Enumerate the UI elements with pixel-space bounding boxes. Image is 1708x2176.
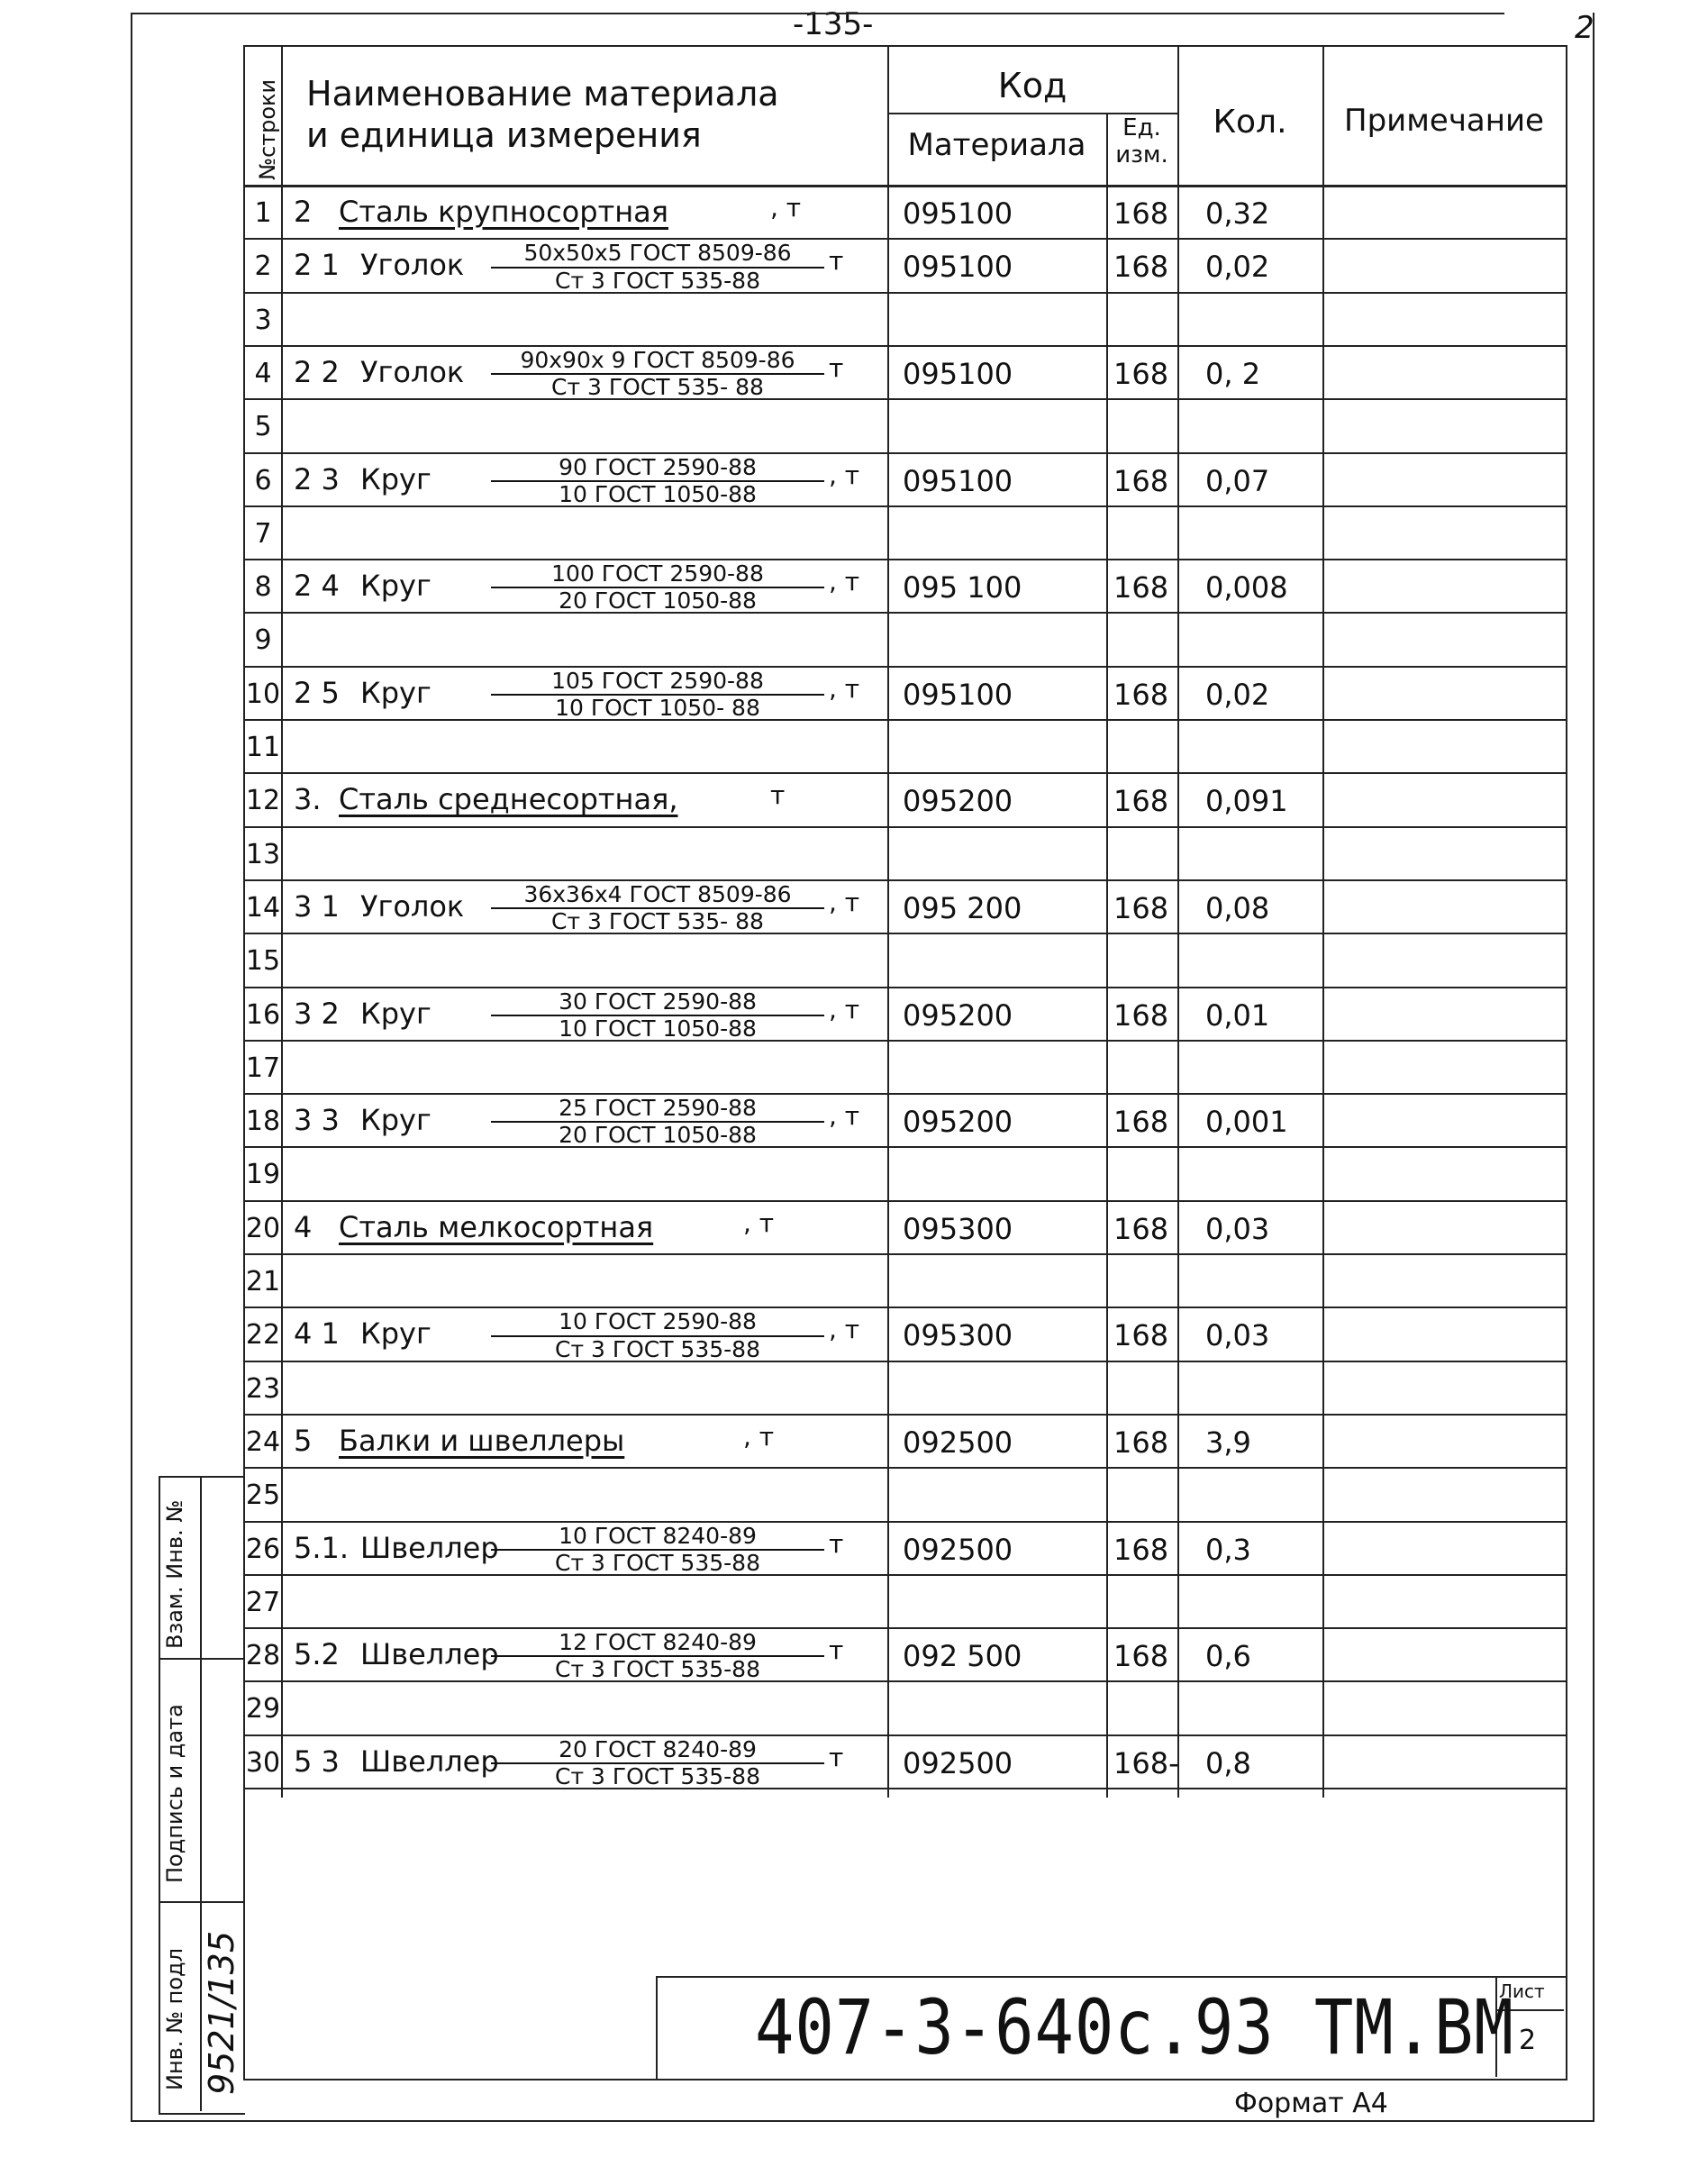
row-unit-code: 168 (1113, 356, 1169, 391)
sheet-label: Лист (1499, 1980, 1545, 2002)
row-number: 16 (245, 998, 281, 1031)
header-qty: Кол. (1213, 104, 1287, 141)
row-divider (243, 1200, 1566, 1202)
row-spec-numerator: 90х90х 9 ГОСТ 8509-86 (491, 349, 824, 375)
row-number: 27 (245, 1586, 281, 1618)
row-divider (243, 666, 1566, 668)
row-material-code: 095200 (903, 1105, 1013, 1140)
row-quantity: 0,07 (1205, 463, 1270, 498)
row-divider (243, 719, 1566, 721)
side-block-line-2 (159, 1901, 243, 1903)
row-unit-suffix: т (829, 1528, 844, 1559)
row-number: 26 (245, 1533, 281, 1565)
col-line-code (1106, 113, 1108, 1798)
row-quantity: 0,6 (1205, 1639, 1251, 1674)
row-quantity: 0,02 (1205, 677, 1270, 712)
row-spec-numerator: 36х36х4 ГОСТ 8509-86 (491, 883, 824, 909)
row-divider (243, 1627, 1566, 1629)
row-spec-fraction (491, 1522, 824, 1576)
row-quantity: 0,08 (1205, 890, 1270, 925)
row-divider (243, 1414, 1566, 1416)
row-spec-fraction (491, 1310, 824, 1361)
row-material-code: 095100 (903, 677, 1013, 712)
row-material-name: Швеллер (360, 1530, 499, 1565)
row-spec-fraction (491, 241, 824, 293)
row-spec-fraction (491, 346, 824, 401)
row-material-code: 095100 (903, 250, 1013, 285)
row-number: 24 (245, 1425, 281, 1458)
row-number: 1 (254, 197, 272, 229)
row-quantity: 0,001 (1205, 1105, 1288, 1140)
col-line-name (887, 45, 889, 1798)
side-block-line-1 (159, 1658, 243, 1660)
row-number: 11 (245, 732, 281, 763)
row-material-name: Сталь среднесортная, (339, 782, 678, 817)
row-material-code: 095200 (903, 784, 1013, 819)
row-number: 2 (254, 250, 272, 283)
row-divider (243, 933, 1566, 934)
row-material-name: Швеллер (360, 1744, 499, 1779)
row-label: 2 (294, 195, 313, 229)
row-spec-denominator: Ст 3 ГОСТ 535-88 (555, 1335, 760, 1362)
row-number: 28 (245, 1640, 281, 1672)
row-unit-suffix: , т (829, 1101, 860, 1132)
row-label: 3. (294, 782, 322, 817)
row-number: 13 (245, 838, 281, 870)
row-spec-fraction (491, 1097, 824, 1148)
header-material: Материала (907, 127, 1086, 163)
row-label: 5 (294, 1423, 313, 1458)
row-unit-code: 168 (1113, 784, 1169, 819)
row-label: 2 4 (294, 569, 340, 604)
row-number: 3 (254, 304, 272, 336)
row-number: 23 (245, 1372, 281, 1405)
row-material-name: Круг (360, 675, 432, 710)
row-spec-numerator: 10 ГОСТ 2590-88 (491, 1310, 824, 1336)
row-unit-suffix: , т (829, 567, 860, 597)
side-inv-value: 9521/135 (202, 1930, 241, 2095)
row-spec-denominator: 10 ГОСТ 1050-88 (559, 1015, 757, 1042)
row-number: 21 (245, 1266, 281, 1297)
document-designation: 407-3-640с.93 ТМ.ВМ (755, 1983, 1514, 2071)
row-spec-denominator: Ст 3 ГОСТ 535-88 (555, 267, 760, 294)
row-quantity: 0,32 (1205, 196, 1270, 231)
row-material-code: 095100 (903, 463, 1013, 498)
row-spec-fraction (491, 990, 824, 1042)
row-divider (243, 1093, 1566, 1095)
row-unit-code: 168 (1113, 1105, 1169, 1140)
sheet-number: 2 (1519, 2025, 1537, 2056)
row-divider (243, 1361, 1566, 1362)
row-quantity: 0, 2 (1205, 356, 1261, 391)
row-quantity: 0,03 (1205, 1318, 1270, 1353)
row-label: 2 1 (294, 248, 340, 283)
row-label: 2 2 (294, 354, 340, 389)
row-unit-code: 168 (1113, 196, 1169, 231)
col-line-qty (1322, 45, 1324, 1798)
row-spec-fraction (491, 562, 824, 614)
row-material-name: Круг (360, 569, 432, 604)
row-spec-numerator: 20 ГОСТ 8240-89 (491, 1738, 824, 1764)
row-spec-denominator: Ст 3 ГОСТ 535-88 (555, 1549, 760, 1576)
row-unit-suffix: , т (770, 193, 802, 223)
row-spec-fraction (491, 1735, 824, 1789)
row-unit-code: 168- (1113, 1745, 1179, 1780)
row-number: 10 (245, 678, 281, 710)
row-material-name: Уголок (360, 354, 465, 389)
row-divider (243, 238, 1566, 240)
row-unit-code: 168 (1113, 570, 1169, 605)
row-divider (243, 1467, 1566, 1469)
row-divider (243, 1788, 1566, 1789)
row-unit-suffix: , т (829, 673, 860, 704)
row-divider (243, 1521, 1566, 1523)
row-number: 6 (254, 464, 272, 496)
row-material-code: 095100 (903, 196, 1013, 231)
outer-frame-bottom (131, 2120, 1594, 2122)
page-number: -135- (793, 6, 874, 42)
sheet-corner-number: 2 (1575, 10, 1594, 46)
row-label: 3 1 (294, 888, 340, 924)
row-unit-suffix: , т (829, 994, 860, 1024)
row-divider (243, 452, 1566, 454)
row-label: 5.2 (294, 1637, 340, 1672)
outer-frame-left (131, 13, 132, 2121)
row-number: 7 (254, 517, 272, 550)
row-quantity: 0,091 (1205, 784, 1288, 819)
row-material-code: 092 500 (903, 1639, 1022, 1674)
row-quantity: 3,9 (1205, 1425, 1251, 1460)
row-unit-suffix: т (829, 1635, 844, 1666)
row-divider (243, 1574, 1566, 1576)
row-label: 2 3 (294, 461, 340, 496)
row-spec-denominator: 20 ГОСТ 1050-88 (559, 587, 757, 615)
row-material-name: Сталь мелкосортная (339, 1209, 654, 1244)
row-number: 4 (254, 357, 272, 389)
row-unit-suffix: , т (829, 460, 860, 490)
row-number: 5 (254, 411, 272, 443)
row-unit-code: 168 (1113, 1318, 1169, 1353)
row-number: 30 (245, 1746, 281, 1779)
row-divider (243, 1307, 1566, 1308)
row-spec-fraction (491, 880, 824, 935)
row-unit-code: 168 (1113, 1211, 1169, 1246)
row-spec-numerator: 105 ГОСТ 2590-88 (491, 669, 824, 696)
row-spec-denominator: 10 ГОСТ 1050- 88 (555, 694, 760, 721)
row-unit-suffix: т (829, 246, 844, 277)
row-material-name: Круг (360, 996, 432, 1031)
row-quantity: 0,8 (1205, 1745, 1251, 1780)
row-label: 2 5 (294, 675, 340, 710)
row-unit-suffix: , т (829, 887, 860, 917)
row-quantity: 0,01 (1205, 997, 1270, 1033)
row-unit-code: 168 (1113, 250, 1169, 285)
row-divider (243, 879, 1566, 881)
header-name (288, 74, 892, 156)
row-unit-suffix: , т (829, 1315, 860, 1345)
row-unit-code: 168 (1113, 890, 1169, 925)
row-spec-fraction (491, 669, 824, 721)
row-material-name: Круг (360, 1316, 432, 1352)
row-label: 4 1 (294, 1316, 340, 1352)
row-material-code: 095300 (903, 1211, 1013, 1246)
row-divider (243, 612, 1566, 614)
row-divider (243, 505, 1566, 507)
row-label: 5 3 (294, 1744, 340, 1779)
row-unit-code: 168 (1113, 1425, 1169, 1460)
row-spec-numerator: 100 ГОСТ 2590-88 (491, 562, 824, 588)
row-label: 3 3 (294, 1103, 340, 1138)
row-divider (243, 559, 1566, 560)
row-number: 12 (245, 785, 281, 817)
row-number: 29 (245, 1693, 281, 1725)
row-spec-numerator: 10 ГОСТ 8240-89 (491, 1525, 824, 1551)
row-spec-numerator: 90 ГОСТ 2590-88 (491, 456, 824, 482)
row-divider (243, 398, 1566, 400)
row-material-name: Швеллер (360, 1637, 499, 1672)
row-label: 5.1. (294, 1530, 350, 1565)
row-material-code: 092500 (903, 1745, 1013, 1780)
row-divider (243, 1734, 1566, 1736)
row-spec-denominator: Ст 3 ГОСТ 535-88 (555, 1656, 760, 1683)
header-note: Примечание (1344, 103, 1544, 139)
row-material-code: 095 200 (903, 890, 1022, 925)
row-quantity: 0,008 (1205, 570, 1288, 605)
row-quantity: 0,02 (1205, 250, 1270, 285)
side-podpis-label: Подпись и дата (162, 1704, 187, 1883)
row-divider (243, 987, 1566, 988)
col-line-rownum (281, 45, 283, 1798)
row-number: 20 (245, 1212, 281, 1244)
row-spec-denominator: Ст 3 ГОСТ 535- 88 (551, 908, 764, 935)
row-spec-denominator: Ст 3 ГОСТ 535- 88 (551, 374, 764, 401)
row-material-name: Сталь крупносортная (339, 195, 668, 229)
row-unit-suffix: т (770, 780, 786, 811)
row-divider (243, 1040, 1566, 1042)
row-label: 3 2 (294, 996, 340, 1031)
row-divider (243, 826, 1566, 828)
row-spec-denominator: 10 ГОСТ 1050-88 (559, 480, 757, 507)
row-label: 4 (294, 1209, 313, 1244)
header-row-number: №строки (255, 78, 280, 180)
row-spec-numerator: 30 ГОСТ 2590-88 (491, 990, 824, 1016)
row-material-code: 095300 (903, 1318, 1013, 1353)
row-spec-fraction (491, 453, 824, 507)
row-material-code: 095 100 (903, 570, 1022, 605)
row-spec-fraction (491, 1631, 824, 1682)
header-bottom-line (243, 185, 1566, 187)
row-material-code: 095200 (903, 997, 1013, 1033)
row-number: 9 (254, 624, 272, 657)
row-material-name: Круг (360, 1103, 432, 1138)
outer-frame-right (1593, 13, 1594, 2121)
row-unit-code: 168 (1113, 1532, 1169, 1567)
row-material-name: Уголок (360, 248, 465, 283)
row-spec-denominator: 20 ГОСТ 1050-88 (559, 1122, 757, 1149)
header-name-text: Наименование материала и единица измерения (306, 74, 779, 155)
row-number: 18 (245, 1106, 281, 1138)
row-number: 19 (245, 1159, 281, 1191)
row-unit-code: 168 (1113, 1639, 1169, 1674)
row-divider (243, 1146, 1566, 1148)
row-unit-suffix: т (829, 1742, 844, 1772)
row-number: 8 (254, 571, 272, 604)
row-spec-denominator: Ст 3 ГОСТ 535-88 (555, 1762, 760, 1789)
row-divider (243, 772, 1566, 774)
row-material-name: Круг (360, 461, 432, 496)
row-material-name: Уголок (360, 888, 465, 924)
row-unit-suffix: , т (743, 1421, 775, 1452)
row-number: 25 (245, 1479, 281, 1512)
row-unit-code: 168 (1113, 677, 1169, 712)
row-divider (243, 345, 1566, 347)
row-quantity: 0,03 (1205, 1211, 1270, 1246)
row-material-code: 092500 (903, 1532, 1013, 1567)
format-label: Формат А4 (1234, 2088, 1388, 2119)
row-divider (243, 1253, 1566, 1255)
row-material-name: Балки и швеллеры (339, 1423, 625, 1458)
row-unit-code: 168 (1113, 463, 1169, 498)
row-number: 22 (245, 1319, 281, 1352)
side-inv-label: Инв. № подл (162, 1948, 187, 2090)
row-divider (243, 292, 1566, 294)
side-vzam-label: Взам. Инв. № (162, 1499, 187, 1649)
header-code: Код (997, 66, 1068, 105)
header-unit: Ед. изм. (1115, 114, 1168, 168)
row-divider (243, 1680, 1566, 1682)
row-unit-suffix: , т (743, 1207, 775, 1238)
row-number: 15 (245, 945, 281, 978)
col-line-unit (1177, 45, 1179, 1798)
row-spec-numerator: 12 ГОСТ 8240-89 (491, 1631, 824, 1657)
row-unit-suffix: т (829, 352, 844, 383)
row-spec-numerator: 50х50х5 ГОСТ 8509-86 (491, 241, 824, 268)
row-spec-numerator: 25 ГОСТ 2590-88 (491, 1097, 824, 1123)
row-unit-code: 168 (1113, 997, 1169, 1033)
row-material-code: 092500 (903, 1425, 1013, 1460)
row-quantity: 0,3 (1205, 1532, 1251, 1567)
row-material-code: 095100 (903, 356, 1013, 391)
row-number: 17 (245, 1052, 281, 1084)
outer-frame-top (131, 13, 1504, 14)
row-number: 14 (245, 891, 281, 924)
